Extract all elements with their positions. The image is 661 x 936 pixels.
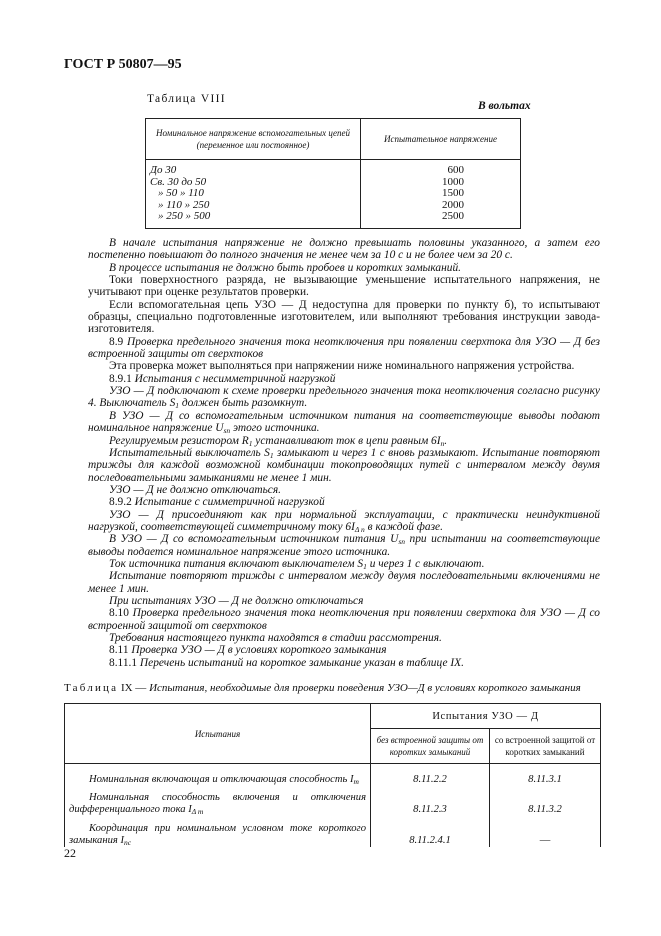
table9-caption	[64, 682, 604, 694]
section-heading	[88, 336, 600, 361]
table9-cell: 8.11.2.3	[371, 786, 490, 816]
table8-row	[146, 211, 521, 228]
paragraph: УЗО — Д подключают к схеме проверки предельного значения тока неотключения согласно рисунку 4. Выключатель $S_1$ должен быть разомкнут.	[88, 385, 600, 411]
table8-caption: Таблица VIII	[147, 93, 226, 105]
section-number: 8.9	[109, 335, 124, 348]
paragraph: Токи поверхностного разряда, не вызывающие уменьшение испытательного напряжения, не учитывают при оценке результатов проверки.	[88, 274, 600, 299]
section-number: 8.9.1	[109, 372, 132, 385]
table9-row	[65, 786, 601, 816]
table9-cell: —	[490, 817, 601, 847]
table9-row-label: Номинальная включающая и отключающая способность $I_m$	[65, 764, 371, 787]
table9	[64, 703, 601, 847]
paragraph: Испытание повторяют трижды с интервалом между двумя последовательными включениями не менее 1 мин.	[88, 570, 600, 595]
table8-range: » 50 » 110	[146, 188, 361, 200]
table8-value: 600	[361, 160, 521, 177]
section-title: Перечень испытаний на короткое замыкание указан в таблице IX.	[139, 656, 464, 669]
table8-range: Св. 30 до 50	[146, 177, 361, 189]
table8-value: 2000	[361, 200, 521, 212]
paragraph: УЗО — Д присоединяют как при нормальной эксплуатации, с практически неиндуктивной нагрузкой, соответствующей симметричному току $6I_{\Delta n}$ в каждой фазе.	[88, 508, 600, 534]
paragraph: Требования настоящего пункта находятся в стадии рассмотрения.	[109, 632, 442, 644]
table9-row	[65, 764, 601, 787]
paragraph: УЗО — Д не должно отключаться.	[109, 483, 281, 496]
section-title: Проверка предельного значения тока неотключения при появлении сверхтока для УЗО — Д без встроенной защиты от сверхтоков	[88, 335, 600, 361]
table8-row	[146, 188, 521, 200]
section-heading	[88, 657, 600, 669]
page-number: 22	[64, 846, 76, 860]
table8	[145, 118, 521, 229]
table8-row	[146, 160, 521, 177]
table9-cell: 8.11.2.4.1	[371, 817, 490, 847]
section-title: Испытание с симметричной нагрузкой	[134, 496, 325, 509]
paragraph: В УЗО — Д со вспомогательным источником питания $U_{sn}$ при испытании на соответствующие выводы подается номинальное напряжение этого источника.	[88, 533, 600, 558]
section-number: 8.9.2	[109, 496, 132, 509]
table9-cell: 8.11.3.2	[490, 786, 601, 816]
section-number: 8.10	[109, 607, 129, 620]
table9-row-label: Координация при номинальном условном токе короткого замыкания $I_{nc}$	[65, 817, 371, 847]
table9-cell: 8.11.3.1	[490, 764, 601, 787]
paragraph: Эта проверка может выполняться при напряжении ниже номинального напряжения устройства.	[109, 360, 575, 373]
section-title: Проверка предельного значения тока неотключения при появлении сверхтока для УЗО — Д со встроенной защитой от сверхтоков	[88, 607, 601, 632]
table9-col-tests: Испытания	[65, 704, 371, 764]
document-code: ГОСТ Р 50807—95	[64, 57, 182, 72]
table8-value: 2500	[361, 211, 521, 228]
table8-col2-header: Испытательное напряжение	[361, 119, 521, 160]
table8-value: 1500	[361, 188, 521, 200]
table8-units: В вольтах	[478, 100, 531, 112]
paragraph: Регулируемым резистором $R_1$ устанавливают ток в цепи равным $6I_n$.	[109, 434, 448, 448]
section-heading	[88, 644, 600, 656]
section-title: Проверка УЗО — Д в условиях короткого замыкания	[131, 644, 387, 657]
section-heading	[88, 607, 600, 632]
section-heading	[88, 496, 600, 508]
table9-cell: 8.11.2.2	[371, 764, 490, 787]
table8-range: До 30	[146, 160, 361, 177]
paragraph: Если вспомогательная цепь УЗО — Д недоступна для проверки по пункту б), то испытывают образцы, специально подготовленные изготовителем, или выполняют требования инструкции завода-изготовителя.	[88, 298, 600, 336]
paragraph: В начале испытания напряжение не должно превышать половины указанного, а затем его постепенно повышают до полного значения не менее чем за 10 с и не более чем за 20 с.	[88, 237, 600, 262]
paragraph: В процессе испытания не должно быть пробоев и коротких замыканий.	[109, 261, 462, 274]
section-title: Испытания с несимметричной нагрузкой	[134, 372, 336, 385]
table9-row	[65, 817, 601, 847]
body-text	[88, 237, 600, 669]
table8-range: » 250 » 500	[146, 211, 361, 228]
table9-caption-text: Испытания, необходимые для проверки поведения УЗО—Д в условиях короткого замыкания	[149, 682, 581, 694]
paragraph: Испытательный выключатель $S_1$ замыкают и через 1 с вновь размыкают. Испытание повторяют трижды для каждой возможной комбинации токопроводящих путей с интервалом между двумя последовательными замыканиями не менее 1 мин.	[88, 446, 600, 484]
table8-col1-header: Номинальное напряжение вспомогательных цепей (переменное или постоянное)	[146, 119, 361, 160]
section-number: 8.11	[109, 644, 129, 657]
paragraph: В УЗО — Д со вспомогательным источником питания на соответствующие выводы подают номинальное напряжение $U_{sn}$ этого источника.	[88, 409, 600, 436]
section-heading	[88, 373, 600, 385]
table9-caption-label: Таблица	[64, 682, 119, 694]
table9-col-group: Испытания УЗО — Д	[371, 704, 601, 729]
table9-col-without: без встроенной защиты от коротких замыканий	[371, 729, 490, 764]
table8-range: » 110 » 250	[146, 200, 361, 212]
paragraph: При испытаниях УЗО — Д не должно отключаться	[109, 594, 364, 607]
section-number: 8.11.1	[109, 656, 138, 669]
table8-value: 1000	[361, 177, 521, 189]
table9-col-with: со встроенной защитой от коротких замыканий	[490, 729, 601, 764]
table9-row-label: Номинальная способность включения и отключения дифференциального тока $I_{\Delta m}$	[65, 786, 371, 816]
paragraph: Ток источника питания включают выключателем $S_1$ и через 1 с выключают.	[109, 557, 485, 571]
table9-caption-number: IX —	[120, 682, 147, 694]
